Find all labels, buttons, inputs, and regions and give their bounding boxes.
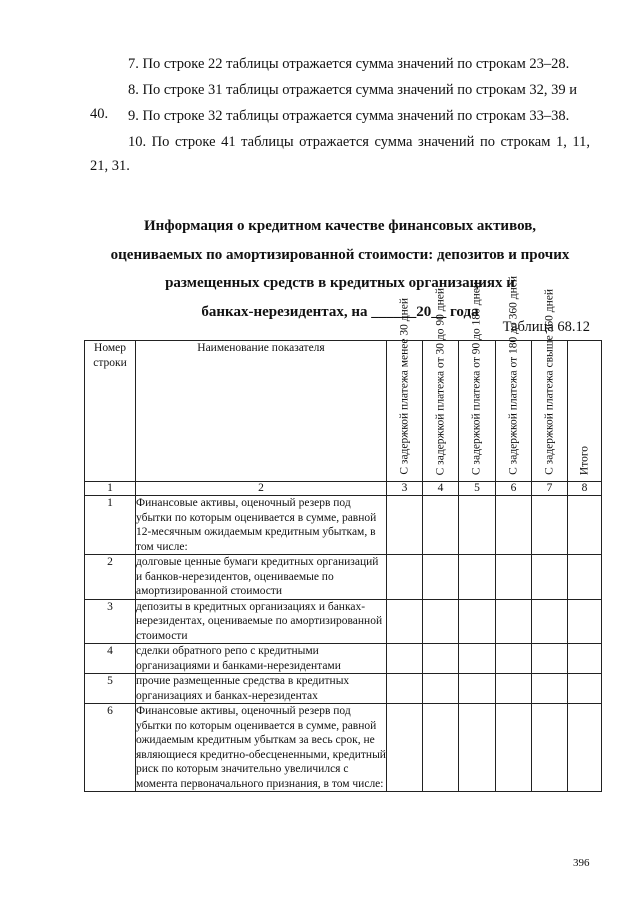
row-indicator: сделки обратного репо с кредитными организациями и банками-нерезидентами	[136, 644, 387, 674]
row-indicator: Финансовые активы, оценочный резерв под убытки по которым оценивается в сумме, равной ожидаемым кредитным убыткам за весь срок, не являющиеся кредитно-обесцененными, кредитный риск по которым значительно увеличился с момента первоначального признания, в том числе:	[136, 705, 386, 790]
value-cell	[423, 555, 459, 600]
header-col-8	[568, 341, 602, 482]
row-number: 6	[85, 704, 136, 792]
table-label: Таблица 68.12	[502, 319, 590, 335]
value-cell	[568, 674, 602, 704]
table-row	[85, 555, 602, 600]
table-row	[85, 644, 602, 674]
value-cell	[496, 599, 532, 644]
value-cell	[496, 704, 532, 792]
column-number: 4	[423, 482, 459, 496]
value-cell	[532, 674, 568, 704]
row-number: 1	[85, 496, 136, 555]
page-number: 396	[573, 857, 590, 869]
value-cell	[496, 496, 532, 555]
column-number: 2	[136, 482, 387, 496]
column-number: 6	[496, 482, 532, 496]
value-cell	[387, 555, 423, 600]
value-cell	[532, 555, 568, 600]
column-number: 5	[459, 482, 496, 496]
value-cell	[459, 599, 496, 644]
value-cell	[459, 704, 496, 792]
header-text: С задержкой платежа менее 30 дней	[398, 298, 410, 475]
table-row	[85, 704, 602, 792]
value-cell	[459, 674, 496, 704]
value-cell	[532, 644, 568, 674]
value-cell	[423, 496, 459, 555]
header-row-number: Номер строки	[85, 341, 136, 482]
heading-line: оцениваемых по амортизированной стоимости: депозитов и прочих	[110, 246, 570, 263]
value-cell	[532, 496, 568, 555]
value-cell	[568, 555, 602, 600]
column-number: 3	[387, 482, 423, 496]
row-number: 2	[85, 555, 136, 600]
header-row	[85, 341, 602, 482]
column-number: 8	[568, 482, 602, 496]
row-indicator: долговые ценные бумаги кредитных организаций и банков-нерезидентов, оцениваемые по амортизированной стоимости	[136, 555, 387, 600]
paragraph-7: 7. По строке 22 таблицы отражается сумма значений по строкам 23–28.	[128, 56, 570, 72]
column-number: 7	[532, 482, 568, 496]
value-cell	[459, 644, 496, 674]
header-col-7	[532, 289, 568, 482]
heading-line: Информация о кредитном качестве финансовых активов,	[143, 218, 537, 234]
value-cell	[423, 599, 459, 644]
value-cell	[496, 555, 532, 600]
heading-line: размещенных средств в кредитных организациях и	[165, 275, 515, 291]
value-cell	[459, 555, 496, 600]
table-row	[85, 496, 602, 555]
header-col-4	[423, 287, 459, 482]
value-cell	[532, 599, 568, 644]
value-cell	[387, 704, 423, 792]
paragraph-10: 10. По строке 41 таблицы отражается сумма значений по строкам 1, 11, 21, 31.	[90, 134, 590, 174]
header-text: С задержкой платежа свыше 360 дней	[543, 289, 555, 475]
column-number-row	[85, 482, 602, 496]
header-text: Итого	[578, 445, 590, 475]
value-cell	[568, 704, 602, 792]
table-row	[85, 599, 602, 644]
row-number: 4	[85, 644, 136, 674]
value-cell	[568, 599, 602, 644]
value-cell	[423, 704, 459, 792]
value-cell	[496, 644, 532, 674]
row-indicator: депозиты в кредитных организациях и банках-нерезидентах, оцениваемые по амортизированной стоимости	[136, 599, 387, 644]
value-cell	[532, 704, 568, 792]
header-indicator: Наименование показателя	[136, 341, 387, 482]
value-cell	[387, 599, 423, 644]
row-indicator: прочие размещенные средства в кредитных организациях и банках-нерезидентах	[136, 674, 387, 704]
value-cell	[387, 674, 423, 704]
value-cell	[568, 644, 602, 674]
header-text: С задержкой платежа от 30 до 90 дней	[434, 287, 446, 475]
value-cell	[387, 644, 423, 674]
heading-line: банках-нерезидентах, на ______20__ года	[201, 303, 479, 320]
column-number: 1	[85, 482, 136, 496]
header-col-5	[459, 281, 496, 482]
header-col-3	[387, 298, 423, 482]
paragraph-8: 8. По строке 31 таблицы отражается сумма значений по строкам 32, 39 и 40.	[90, 82, 578, 122]
paragraph-9: 9. По строке 32 таблицы отражается сумма значений по строкам 33–38.	[128, 108, 570, 124]
value-cell	[459, 496, 496, 555]
value-cell	[423, 644, 459, 674]
header-text: С задержкой платежа от 90 до 180 дней	[470, 281, 483, 475]
value-cell	[387, 496, 423, 555]
header-text: С задержкой платежа от 180 до 360 дней	[507, 276, 519, 475]
header-col-6	[496, 276, 532, 482]
row-number: 3	[85, 599, 136, 644]
row-number: 5	[85, 674, 136, 704]
value-cell	[568, 496, 602, 555]
value-cell	[496, 674, 532, 704]
value-cell	[423, 674, 459, 704]
row-indicator: Финансовые активы, оценочный резерв под убытки по которым оценивается в сумме, равной 12-месячным ожидаемым кредитным убыткам, в том числе:	[136, 496, 387, 555]
table-row	[85, 674, 602, 704]
